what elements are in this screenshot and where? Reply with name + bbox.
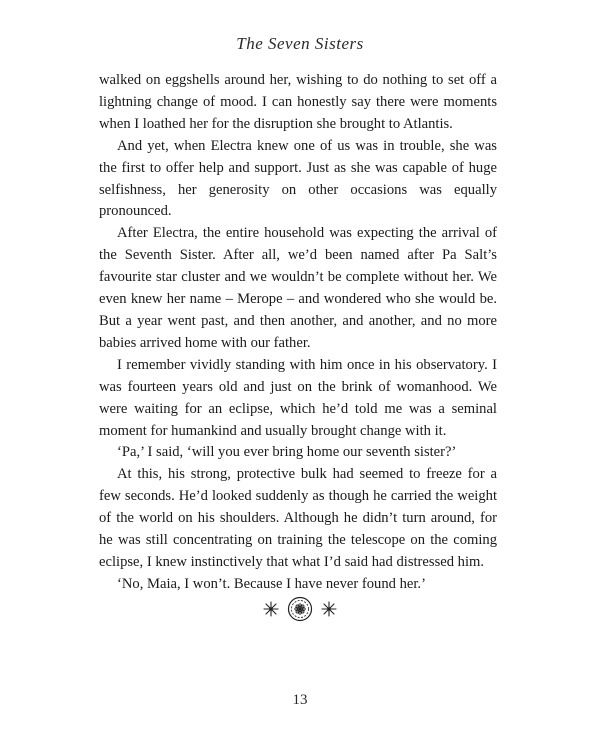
paragraph: After Electra, the entire household was expecting the arrival of the Seventh Sister. After all, we’d been named after Pa Salt’s favourite star cluster and we wouldn’t be complete without her. We even knew her name – Merope – and wondered who she would be. But a year went past, and then another, and another, and no more babies arrived home with our father. — [99, 225, 497, 351]
paragraph: At this, his strong, protective bulk had seemed to freeze for a few seconds. He’d looked suddenly as though he carried the weight of the world on his shoulders. Although he didn’t turn around, for he was still concentrating on training the telescope on the coming eclipse, I knew instinctively that what I’d said had distressed him. — [99, 466, 497, 570]
paragraph: And yet, when Electra knew one of us was in trouble, she was the first to offer help and support. Just as she was capable of huge selfishness, her generosity on other occasions was equally pronounced. — [99, 137, 497, 220]
body-text — [99, 70, 497, 596]
paragraph: ‘No, Maia, I won’t. Because I have never found her.’ — [117, 575, 426, 592]
section-ornament — [0, 596, 600, 626]
paragraph: ‘Pa,’ I said, ‘will you ever bring home our seventh sister?’ — [117, 444, 457, 461]
rosette-icon — [287, 596, 313, 626]
running-head: The Seven Sisters — [236, 34, 364, 53]
paragraph: walked on eggshells around her, wishing to do nothing to set off a lightning change of mood. I can honestly say there were moments when I loathed her for the disruption she brought to Atlantis. — [99, 72, 497, 132]
star-icon — [321, 601, 337, 621]
star-icon — [263, 601, 279, 621]
page-number: 13 — [292, 692, 308, 708]
paragraph: I remember vividly standing with him once in his observatory. I was fourteen years old and just on the brink of womanhood. We were waiting for an eclipse, which he’d told me was a seminal moment for humankind and usually brought change with it. — [99, 356, 497, 439]
